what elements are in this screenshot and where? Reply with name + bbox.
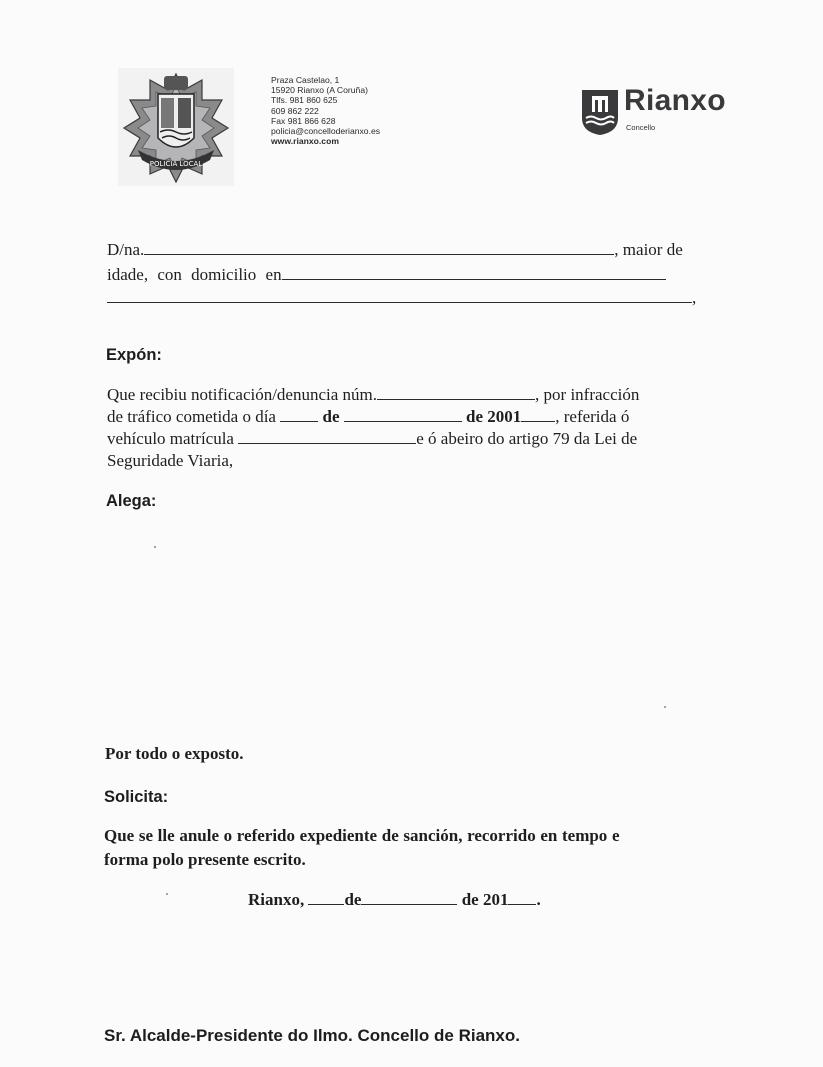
scan-speck xyxy=(664,706,666,708)
address-line: 15920 Rianxo (A Coruña) xyxy=(271,85,368,96)
applicant-line-3 xyxy=(107,288,696,308)
addressee: Sr. Alcalde-Presidente do Ilmo. Concello de Rianxo. xyxy=(104,1026,520,1045)
place-label: Rianxo, xyxy=(248,890,305,909)
date-year-label: de 201 xyxy=(461,890,509,909)
name-label: D/na. xyxy=(107,240,145,259)
scan-speck xyxy=(166,893,168,895)
police-crest-emblem xyxy=(118,68,234,186)
domicile-field-continued[interactable] xyxy=(107,288,692,303)
referida-text: , referida ó xyxy=(555,407,630,426)
month-field[interactable] xyxy=(344,407,462,422)
request-line-2: forma polo presente escrito. xyxy=(104,850,306,869)
domicile-label: idade, con domicilio en xyxy=(107,265,282,284)
rianxo-shield-icon xyxy=(580,88,620,136)
plate-label: vehículo matrícula xyxy=(107,429,234,448)
date-de-label: de xyxy=(344,890,362,909)
name-field[interactable] xyxy=(144,240,614,255)
plate-field[interactable] xyxy=(238,429,416,444)
article-text: e ó abeiro do artigo 79 da Lei de xyxy=(416,429,638,448)
applicant-line-2 xyxy=(107,265,666,285)
address-line: 609 862 222 xyxy=(271,105,319,116)
logo-subtitle: Concello xyxy=(626,123,656,132)
request-line-1: Que se lle anule o referido expediente de sanción, recorrido en tempo e xyxy=(104,826,620,845)
scan-speck xyxy=(154,546,156,548)
logo-name: Rianxo xyxy=(624,84,726,117)
expon-line-2 xyxy=(107,407,629,427)
crest-lettering: POLICIA LOCAL xyxy=(149,160,203,168)
contact-address xyxy=(271,75,380,146)
notification-number-field[interactable] xyxy=(377,385,535,400)
date-month-field[interactable] xyxy=(361,890,457,905)
year-suffix-field[interactable] xyxy=(521,407,555,422)
name-suffix: , maior de xyxy=(614,240,683,259)
solicita-heading: Solicita: xyxy=(104,788,169,806)
address-line: Tlfs. 981 860 625 xyxy=(271,95,338,106)
applicant-line-1 xyxy=(107,240,683,260)
notification-label: Que recibiu notificación/denuncia núm. xyxy=(107,385,378,404)
de-label: de xyxy=(322,407,340,426)
date-year-field[interactable] xyxy=(508,890,536,905)
address-line: Praza Castelao, 1 xyxy=(271,75,340,85)
year-label: de 2001 xyxy=(465,407,522,426)
expon-heading: Expón: xyxy=(106,346,162,364)
traffic-text: de tráfico cometida o día xyxy=(107,407,276,426)
por-todo-text: Por todo o exposto. xyxy=(105,744,244,763)
address-line: policia@concelloderianxo.es xyxy=(271,126,381,137)
address-line: Fax 981 866 628 xyxy=(271,115,336,126)
website: www.rianxo.com xyxy=(271,136,339,147)
date-line xyxy=(248,890,541,910)
infraction-text: , por infracción xyxy=(535,385,640,404)
date-end: . xyxy=(536,890,541,909)
alega-heading: Alega: xyxy=(106,492,157,510)
expon-line-1 xyxy=(107,385,639,405)
domicile-field[interactable] xyxy=(282,265,666,280)
expon-line-4: Seguridade Viaria, xyxy=(107,451,234,470)
concello-logo xyxy=(580,84,755,140)
date-day-field[interactable] xyxy=(308,890,344,905)
expon-line-3 xyxy=(107,429,637,449)
allegations-area[interactable] xyxy=(106,520,706,720)
line-end-comma: , xyxy=(692,288,697,307)
day-field[interactable] xyxy=(280,407,318,422)
